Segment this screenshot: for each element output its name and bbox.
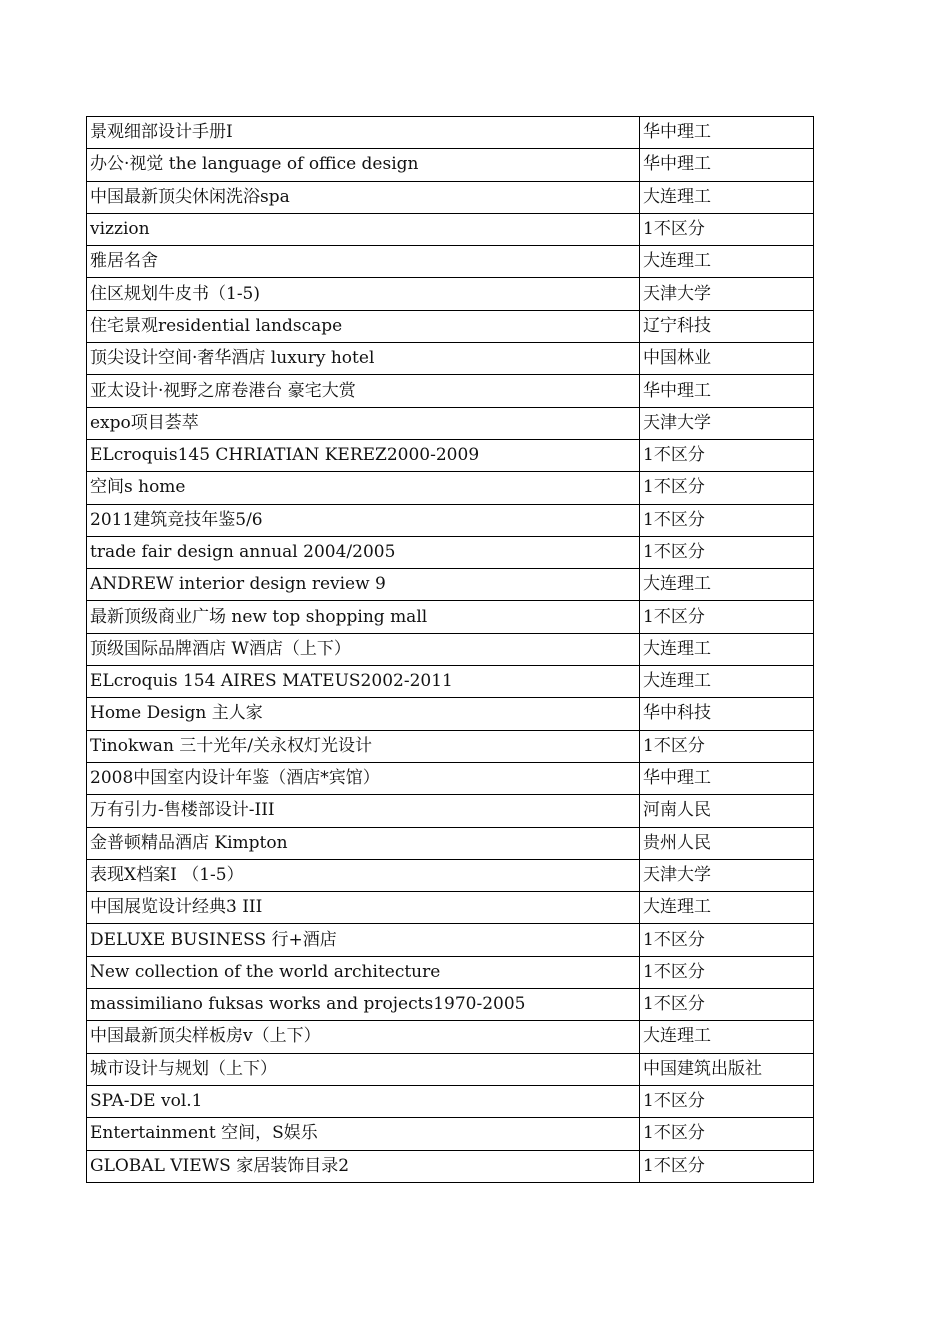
table-row [87,762,814,794]
table-row [87,730,814,762]
book-title-cell[interactable]: expo项目荟萃 [87,407,640,439]
table-row [87,924,814,956]
book-title-cell[interactable]: 中国最新顶尖样板房v（上下） [87,1021,640,1053]
publisher-cell[interactable]: 大连理工 [640,569,814,601]
table-row [87,504,814,536]
book-title-cell[interactable]: 景观细部设计手册I [87,117,640,149]
book-title-cell[interactable]: massimiliano fuksas works and projects1970-2005 [87,989,640,1021]
book-title-cell[interactable]: 亚太设计·视野之席卷港台 豪宅大赏 [87,375,640,407]
book-title-cell[interactable]: 表现X档案I （1-5） [87,859,640,891]
book-title-cell[interactable]: 住区规划牛皮书（1-5) [87,278,640,310]
publisher-cell[interactable]: 1不区分 [640,1150,814,1182]
book-title-cell[interactable]: DELUXE BUSINESS 行+酒店 [87,924,640,956]
table-row [87,149,814,181]
book-title-cell[interactable]: 中国最新顶尖休闲洗浴spa [87,181,640,213]
table-row [87,1150,814,1182]
book-title-cell[interactable]: ELcroquis 154 AIRES MATEUS2002-2011 [87,666,640,698]
table-row [87,117,814,149]
table-row [87,1021,814,1053]
publisher-cell[interactable]: 1不区分 [640,924,814,956]
book-title-cell[interactable]: 2011建筑竞技年鉴5/6 [87,504,640,536]
publisher-cell[interactable]: 1不区分 [640,439,814,471]
publisher-cell[interactable]: 大连理工 [640,892,814,924]
table-row [87,213,814,245]
book-title-cell[interactable]: 城市设计与规划（上下） [87,1053,640,1085]
publisher-cell[interactable]: 1不区分 [640,472,814,504]
book-title-cell[interactable]: ANDREW interior design review 9 [87,569,640,601]
publisher-cell[interactable]: 贵州人民 [640,827,814,859]
publisher-cell[interactable]: 辽宁科技 [640,310,814,342]
table-row [87,375,814,407]
book-title-cell[interactable]: Home Design 主人家 [87,698,640,730]
book-title-cell[interactable]: 最新顶级商业广场 new top shopping mall [87,601,640,633]
publisher-cell[interactable]: 大连理工 [640,1021,814,1053]
book-list-body [87,117,814,1183]
publisher-cell[interactable]: 1不区分 [640,1085,814,1117]
table-row [87,1085,814,1117]
publisher-cell[interactable]: 1不区分 [640,504,814,536]
publisher-cell[interactable]: 华中理工 [640,117,814,149]
book-title-cell[interactable]: 2008中国室内设计年鉴（酒店*宾馆） [87,762,640,794]
publisher-cell[interactable]: 1不区分 [640,1118,814,1150]
table-row [87,343,814,375]
book-title-cell[interactable]: 雅居名舍 [87,246,640,278]
table-row [87,472,814,504]
book-title-cell[interactable]: SPA-DE vol.1 [87,1085,640,1117]
table-row [87,1053,814,1085]
publisher-cell[interactable]: 1不区分 [640,730,814,762]
publisher-cell[interactable]: 1不区分 [640,536,814,568]
table-row [87,892,814,924]
book-title-cell[interactable]: Tinokwan 三十光年/关永权灯光设计 [87,730,640,762]
publisher-cell[interactable]: 天津大学 [640,859,814,891]
table-row [87,181,814,213]
table-row [87,666,814,698]
book-title-cell[interactable]: ELcroquis145 CHRIATIAN KEREZ2000-2009 [87,439,640,471]
book-title-cell[interactable]: 金普顿精品酒店 Kimpton [87,827,640,859]
publisher-cell[interactable]: 华中理工 [640,375,814,407]
table-row [87,795,814,827]
book-title-cell[interactable]: 空间s home [87,472,640,504]
book-title-cell[interactable]: 办公·视觉 the language of office design [87,149,640,181]
book-list-table [86,116,814,1183]
book-title-cell[interactable]: trade fair design annual 2004/2005 [87,536,640,568]
book-title-cell[interactable]: 住宅景观residential landscape [87,310,640,342]
table-row [87,601,814,633]
table-row [87,633,814,665]
publisher-cell[interactable]: 1不区分 [640,989,814,1021]
book-title-cell[interactable]: GLOBAL VIEWS 家居装饰目录2 [87,1150,640,1182]
publisher-cell[interactable]: 华中理工 [640,149,814,181]
book-title-cell[interactable]: 中国展览设计经典3 III [87,892,640,924]
publisher-cell[interactable]: 1不区分 [640,601,814,633]
publisher-cell[interactable]: 1不区分 [640,956,814,988]
table-row [87,407,814,439]
table-row [87,1118,814,1150]
publisher-cell[interactable]: 中国林业 [640,343,814,375]
table-row [87,310,814,342]
publisher-cell[interactable]: 大连理工 [640,181,814,213]
book-title-cell[interactable]: vizzion [87,213,640,245]
table-row [87,827,814,859]
book-title-cell[interactable]: Entertainment 空间，S娱乐 [87,1118,640,1150]
publisher-cell[interactable]: 天津大学 [640,278,814,310]
book-title-cell[interactable]: 顶尖设计空间·奢华酒店 luxury hotel [87,343,640,375]
publisher-cell[interactable]: 河南人民 [640,795,814,827]
book-title-cell[interactable]: New collection of the world architecture [87,956,640,988]
table-row [87,569,814,601]
publisher-cell[interactable]: 大连理工 [640,633,814,665]
publisher-cell[interactable]: 中国建筑出版社 [640,1053,814,1085]
table-row [87,989,814,1021]
publisher-cell[interactable]: 华中理工 [640,762,814,794]
publisher-cell[interactable]: 华中科技 [640,698,814,730]
table-row [87,439,814,471]
table-row [87,246,814,278]
table-row [87,278,814,310]
table-row [87,698,814,730]
publisher-cell[interactable]: 1不区分 [640,213,814,245]
publisher-cell[interactable]: 大连理工 [640,666,814,698]
table-row [87,536,814,568]
book-title-cell[interactable]: 顶级国际品牌酒店 W酒店（上下） [87,633,640,665]
table-row [87,956,814,988]
publisher-cell[interactable]: 大连理工 [640,246,814,278]
table-row [87,859,814,891]
publisher-cell[interactable]: 天津大学 [640,407,814,439]
book-title-cell[interactable]: 万有引力-售楼部设计-III [87,795,640,827]
